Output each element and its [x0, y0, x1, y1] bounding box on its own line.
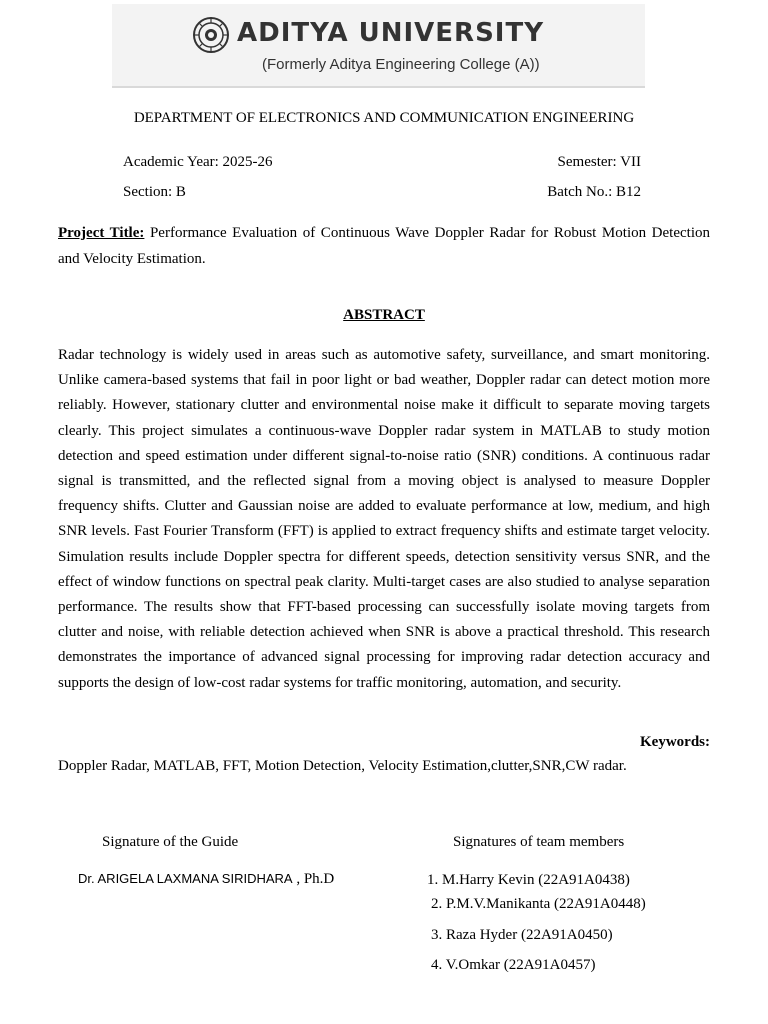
guide-signature-label: Signature of the Guide [102, 834, 239, 850]
section: Section: B [123, 184, 186, 200]
team-signature-label: Signatures of team members [453, 834, 625, 850]
project-title-block [58, 221, 710, 272]
guide-name: Dr. ARIGELA LAXMANA SIRIDHARA [78, 871, 293, 886]
university-emblem-icon [192, 16, 230, 54]
keywords-text: Doppler Radar, MATLAB, FFT, Motion Detection, Velocity Estimation,clutter,SNR,CW radar. [58, 758, 627, 774]
guide-name-line [78, 872, 334, 887]
university-subtitle: (Formerly Aditya Engineering College (A)) [262, 56, 540, 73]
batch-number: Batch No.: B12 [547, 184, 641, 200]
team-member: 3. Raza Hyder (22A91A0450) [431, 927, 613, 943]
university-logo-banner [112, 4, 645, 88]
team-member: 4. V.Omkar (22A91A0457) [431, 957, 596, 973]
university-name: ADITYA UNIVERSITY [237, 18, 545, 48]
team-member: 2. P.M.V.Manikanta (22A91A0448) [431, 896, 646, 912]
academic-year: Academic Year: 2025-26 [123, 154, 273, 170]
abstract-body: Radar technology is widely used in areas such as automotive safety, surveillance, and smart monitoring. Unlike camera-based systems that fail in poor light or bad weather, Doppler radar can detect motion more reliably. However, stationary clutter and environmental noise make it difficult to separate moving targets clearly. This project simulates a continuous-wave Doppler radar system in MATLAB to study motion detection and speed estimation under different signal-to-noise ratio (SNR) conditions. A continuous radar signal is transmitted, and the reflected signal from a moving object is analysed to measure Doppler frequency shifts. Clutter and Gaussian noise are added to evaluate performance at low, medium, and high SNR levels. Fast Fourier Transform (FFT) is applied to extract frequency shifts and estimate target velocity. Simulation results include Doppler spectra for different speeds, detection sensitivity versus SNR, and the effect of window functions on spectral peak clarity. Multi-target cases are also studied to analyse separation performance. The results show that FFT-based processing can successfully isolate moving targets from clutter and noise, with reliable detection achieved when SNR is above a practical threshold. This research demonstrates the importance of advanced signal processing for improving radar detection accuracy and supports the design of low-cost radar systems for traffic monitoring, automation, and security. [58, 347, 710, 691]
guide-degree: , Ph.D [292, 871, 335, 887]
department-heading: DEPARTMENT OF ELECTRONICS AND COMMUNICATION ENGINEERING [133, 110, 635, 126]
project-title: Performance Evaluation of Continuous Wave Doppler Radar for Robust Motion Detection and Velocity Estimation. [58, 225, 710, 267]
team-member: 1. M.Harry Kevin (22A91A0438) [427, 872, 630, 888]
abstract-heading: ABSTRACT [343, 307, 425, 323]
project-title-label: Project Title: [58, 225, 145, 241]
keywords-label: Keywords: [640, 734, 710, 750]
semester: Semester: VII [557, 154, 641, 170]
